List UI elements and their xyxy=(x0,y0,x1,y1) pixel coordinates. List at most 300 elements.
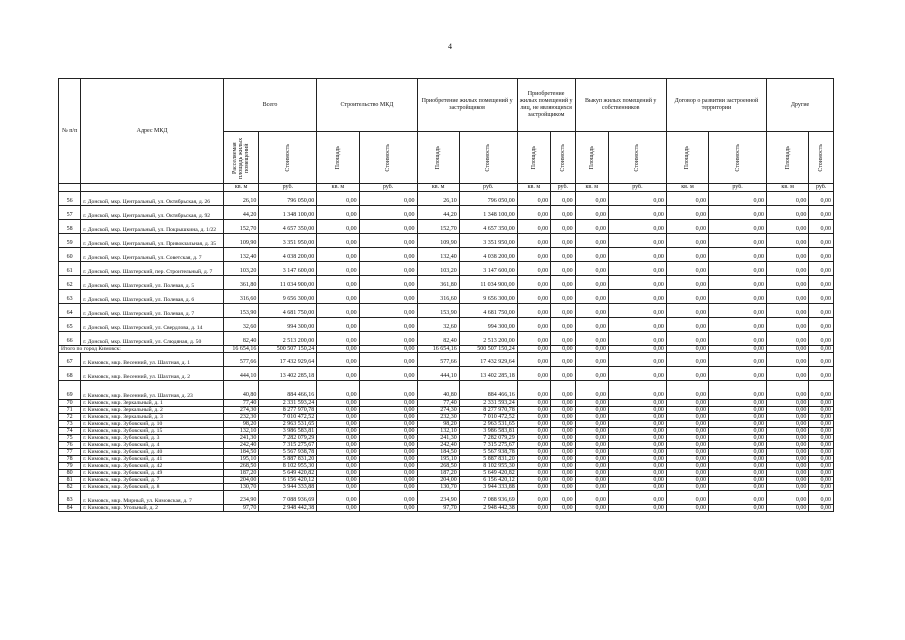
row-other-acq-area: 0,00 xyxy=(517,304,550,318)
row-acquisition-area: 77,40 xyxy=(417,400,459,407)
row-area-total: 77,40 xyxy=(223,400,259,407)
row-territory-cost: 0,00 xyxy=(709,192,767,206)
table-row xyxy=(59,421,834,428)
row-territory-area: 0,00 xyxy=(666,428,708,435)
row-acquisition-area: 361,80 xyxy=(417,276,459,290)
row-buyout-area: 0,00 xyxy=(575,367,608,381)
row-cost-total: 796 050,00 xyxy=(259,192,317,206)
row-buyout-cost: 0,00 xyxy=(608,477,666,484)
row-construction-area: 0,00 xyxy=(317,220,359,234)
row-cost-total: 5 887 831,20 xyxy=(259,456,317,463)
row-buyout-cost: 0,00 xyxy=(608,442,666,449)
row-other-acq-area: 0,00 xyxy=(517,332,550,346)
row-buyout-cost: 0,00 xyxy=(608,276,666,290)
row-construction-cost: 0,00 xyxy=(359,400,417,407)
row-other-cost: 0,00 xyxy=(809,470,834,477)
row-buyout-area: 0,00 xyxy=(575,332,608,346)
row-other-acq-cost: 0,00 xyxy=(551,262,575,276)
row-buyout-area: 0,00 xyxy=(575,484,608,491)
row-number: 73 xyxy=(59,421,81,428)
row-area-total: 444,10 xyxy=(223,367,259,381)
row-acquisition-cost: 17 432 929,64 xyxy=(459,353,517,367)
row-area-total: 187,20 xyxy=(223,470,259,477)
row-other-acq-cost: 0,00 xyxy=(551,456,575,463)
row-construction-area: 0,00 xyxy=(317,234,359,248)
row-address: г. Кимовск, мкр. Весенний, ул. Шахтная, д. 1 xyxy=(81,353,224,367)
row-other-area: 0,00 xyxy=(767,414,809,421)
row-buyout-cost: 0,00 xyxy=(608,206,666,220)
row-construction-area: 0,00 xyxy=(317,304,359,318)
row-acquisition-area: 44,20 xyxy=(417,206,459,220)
row-other-area: 0,00 xyxy=(767,346,809,353)
row-cost-total: 7 088 936,69 xyxy=(259,491,317,505)
row-acquisition-cost: 2 948 442,38 xyxy=(459,505,517,512)
row-territory-cost: 0,00 xyxy=(709,484,767,491)
row-area-total: 242,40 xyxy=(223,442,259,449)
row-territory-area: 0,00 xyxy=(666,449,708,456)
table-row xyxy=(59,428,834,435)
units-row: кв. м руб. кв. м руб. кв. м руб. кв. м руб. кв. м руб. кв. м руб. кв. м руб. xyxy=(59,184,834,192)
header-group-buyout: Выкуп жилых помещений у собственников xyxy=(575,79,666,132)
row-number: 75 xyxy=(59,435,81,442)
header-num: № п/п xyxy=(59,79,81,184)
row-acquisition-cost: 7 088 936,69 xyxy=(459,491,517,505)
row-construction-cost: 0,00 xyxy=(359,456,417,463)
row-construction-area: 0,00 xyxy=(317,206,359,220)
row-other-acq-area: 0,00 xyxy=(517,442,550,449)
row-buyout-cost: 0,00 xyxy=(608,428,666,435)
row-area-total: 577,66 xyxy=(223,353,259,367)
row-territory-cost: 0,00 xyxy=(709,414,767,421)
row-buyout-area: 0,00 xyxy=(575,407,608,414)
row-other-cost: 0,00 xyxy=(809,346,834,353)
row-other-area: 0,00 xyxy=(767,332,809,346)
row-construction-cost: 0,00 xyxy=(359,318,417,332)
row-acquisition-cost: 5 567 938,78 xyxy=(459,449,517,456)
row-construction-area: 0,00 xyxy=(317,421,359,428)
row-other-acq-area: 0,00 xyxy=(517,484,550,491)
row-other-acq-cost: 0,00 xyxy=(551,428,575,435)
row-address: г. Кимовск, мкр. Зубовский, д. 40 xyxy=(81,449,224,456)
row-other-cost: 0,00 xyxy=(809,290,834,304)
table-row xyxy=(59,262,834,276)
row-other-acq-area: 0,00 xyxy=(517,262,550,276)
row-acquisition-area: 130,70 xyxy=(417,484,459,491)
row-other-cost: 0,00 xyxy=(809,206,834,220)
row-construction-cost: 0,00 xyxy=(359,332,417,346)
row-cost-total: 7 282 079,29 xyxy=(259,435,317,442)
row-cost-total: 2 948 442,38 xyxy=(259,505,317,512)
row-acquisition-area: 82,40 xyxy=(417,332,459,346)
header-group-acquisition-other: Приобретение жилых помещений у лиц, не являющихся застройщиком xyxy=(517,79,575,132)
row-number: 62 xyxy=(59,276,81,290)
row-construction-cost: 0,00 xyxy=(359,407,417,414)
row-territory-area: 0,00 xyxy=(666,491,708,505)
row-construction-cost: 0,00 xyxy=(359,491,417,505)
row-buyout-area: 0,00 xyxy=(575,346,608,353)
row-other-cost: 0,00 xyxy=(809,304,834,318)
row-other-acq-area: 0,00 xyxy=(517,470,550,477)
row-construction-cost: 0,00 xyxy=(359,304,417,318)
row-buyout-area: 0,00 xyxy=(575,318,608,332)
row-other-acq-area: 0,00 xyxy=(517,505,550,512)
row-number: 84 xyxy=(59,505,81,512)
row-other-area: 0,00 xyxy=(767,442,809,449)
row-acquisition-area: 26,10 xyxy=(417,192,459,206)
row-buyout-area: 0,00 xyxy=(575,477,608,484)
row-other-cost: 0,00 xyxy=(809,381,834,400)
row-construction-area: 0,00 xyxy=(317,435,359,442)
row-other-acq-cost: 0,00 xyxy=(551,346,575,353)
row-territory-cost: 0,00 xyxy=(709,442,767,449)
row-other-acq-area: 0,00 xyxy=(517,318,550,332)
row-area-total: 109,90 xyxy=(223,234,259,248)
row-cost-total: 884 466,16 xyxy=(259,381,317,400)
row-cost-total: 3 944 333,88 xyxy=(259,484,317,491)
row-cost-total: 2 963 531,65 xyxy=(259,421,317,428)
table-row xyxy=(59,381,834,400)
row-acquisition-area: 40,80 xyxy=(417,381,459,400)
row-number: 74 xyxy=(59,428,81,435)
row-other-acq-cost: 0,00 xyxy=(551,442,575,449)
row-address: г. Донской, мкр. Центральный, ул. Привокзальная, д. 35 xyxy=(81,234,224,248)
row-address: г. Кимовск, мкр. Зубовский, д. 8 xyxy=(81,484,224,491)
row-other-cost: 0,00 xyxy=(809,484,834,491)
row-buyout-area: 0,00 xyxy=(575,220,608,234)
row-territory-area: 0,00 xyxy=(666,470,708,477)
row-acquisition-area: 241,30 xyxy=(417,435,459,442)
row-address: г. Донской, мкр. Шахтерский, ул. Полевая, д. 7 xyxy=(81,304,224,318)
row-number: 79 xyxy=(59,463,81,470)
row-area-total: 152,70 xyxy=(223,220,259,234)
row-number: 78 xyxy=(59,456,81,463)
row-territory-cost: 0,00 xyxy=(709,407,767,414)
row-other-area: 0,00 xyxy=(767,470,809,477)
row-other-area: 0,00 xyxy=(767,491,809,505)
header-address: Адрес МКД xyxy=(81,79,224,184)
row-other-cost: 0,00 xyxy=(809,407,834,414)
row-buyout-area: 0,00 xyxy=(575,470,608,477)
row-buyout-cost: 0,00 xyxy=(608,435,666,442)
row-other-area: 0,00 xyxy=(767,220,809,234)
subheader-area: Площадь xyxy=(575,132,608,184)
row-territory-area: 0,00 xyxy=(666,442,708,449)
subheader-cost: Стоимость xyxy=(551,132,575,184)
row-other-area: 0,00 xyxy=(767,353,809,367)
row-acquisition-cost: 5 649 420,82 xyxy=(459,470,517,477)
row-acquisition-cost: 2 963 531,65 xyxy=(459,421,517,428)
row-acquisition-cost: 11 034 900,00 xyxy=(459,276,517,290)
row-address: г. Донской, мкр. Центральный, ул. Покрышкина, д. 1/22 xyxy=(81,220,224,234)
subheader-cost: Стоимость xyxy=(459,132,517,184)
row-other-acq-cost: 0,00 xyxy=(551,381,575,400)
row-territory-area: 0,00 xyxy=(666,234,708,248)
row-other-acq-cost: 0,00 xyxy=(551,220,575,234)
row-other-acq-cost: 0,00 xyxy=(551,470,575,477)
row-territory-area: 0,00 xyxy=(666,367,708,381)
row-other-acq-area: 0,00 xyxy=(517,367,550,381)
row-area-total: 232,30 xyxy=(223,414,259,421)
row-address: г. Кимовск, мкр. Зеркальный, д. 3 xyxy=(81,414,224,421)
row-acquisition-cost: 2 513 200,00 xyxy=(459,332,517,346)
row-territory-cost: 0,00 xyxy=(709,248,767,262)
row-buyout-area: 0,00 xyxy=(575,442,608,449)
row-other-area: 0,00 xyxy=(767,262,809,276)
row-acquisition-cost: 1 348 100,00 xyxy=(459,206,517,220)
row-territory-cost: 0,00 xyxy=(709,234,767,248)
row-territory-area: 0,00 xyxy=(666,262,708,276)
row-acquisition-area: 444,10 xyxy=(417,367,459,381)
row-acquisition-area: 274,30 xyxy=(417,407,459,414)
row-other-acq-area: 0,00 xyxy=(517,400,550,407)
row-other-acq-area: 0,00 xyxy=(517,449,550,456)
row-buyout-cost: 0,00 xyxy=(608,491,666,505)
row-construction-cost: 0,00 xyxy=(359,262,417,276)
row-territory-cost: 0,00 xyxy=(709,491,767,505)
row-other-area: 0,00 xyxy=(767,449,809,456)
row-buyout-cost: 0,00 xyxy=(608,248,666,262)
row-address: г. Кимовск, мкр. Мирный, ул. Кимовская, д. 7 xyxy=(81,491,224,505)
row-area-total: 32,60 xyxy=(223,318,259,332)
row-construction-area: 0,00 xyxy=(317,262,359,276)
row-construction-cost: 0,00 xyxy=(359,206,417,220)
row-buyout-cost: 0,00 xyxy=(608,505,666,512)
row-buyout-cost: 0,00 xyxy=(608,234,666,248)
table-row xyxy=(59,463,834,470)
subheader-area: Площадь xyxy=(317,132,359,184)
row-other-acq-area: 0,00 xyxy=(517,276,550,290)
row-construction-cost: 0,00 xyxy=(359,442,417,449)
row-buyout-cost: 0,00 xyxy=(608,407,666,414)
row-other-cost: 0,00 xyxy=(809,332,834,346)
row-construction-cost: 0,00 xyxy=(359,477,417,484)
table-row xyxy=(59,367,834,381)
row-cost-total: 4 038 200,00 xyxy=(259,248,317,262)
row-other-acq-cost: 0,00 xyxy=(551,400,575,407)
row-acquisition-cost: 3 944 333,88 xyxy=(459,484,517,491)
row-construction-area: 0,00 xyxy=(317,346,359,353)
table-row xyxy=(59,248,834,262)
table-row xyxy=(59,353,834,367)
row-territory-cost: 0,00 xyxy=(709,346,767,353)
row-area-total: 82,40 xyxy=(223,332,259,346)
row-acquisition-cost: 4 038 200,00 xyxy=(459,248,517,262)
row-territory-cost: 0,00 xyxy=(709,353,767,367)
table-body xyxy=(59,192,834,512)
row-cost-total: 5 649 420,82 xyxy=(259,470,317,477)
table-row xyxy=(59,470,834,477)
row-buyout-area: 0,00 xyxy=(575,304,608,318)
row-territory-area: 0,00 xyxy=(666,353,708,367)
header-group-acquisition-developer: Приобретение жилых помещений у застройщиков xyxy=(417,79,517,132)
row-construction-cost: 0,00 xyxy=(359,428,417,435)
row-buyout-cost: 0,00 xyxy=(608,463,666,470)
row-territory-cost: 0,00 xyxy=(709,477,767,484)
row-buyout-area: 0,00 xyxy=(575,491,608,505)
row-acquisition-cost: 500 507 150,24 xyxy=(459,346,517,353)
row-construction-area: 0,00 xyxy=(317,505,359,512)
row-acquisition-area: 132,40 xyxy=(417,248,459,262)
row-territory-cost: 0,00 xyxy=(709,463,767,470)
row-acquisition-cost: 2 331 593,24 xyxy=(459,400,517,407)
row-acquisition-area: 232,30 xyxy=(417,414,459,421)
row-other-area: 0,00 xyxy=(767,304,809,318)
row-other-acq-cost: 0,00 xyxy=(551,449,575,456)
row-construction-area: 0,00 xyxy=(317,318,359,332)
header-group-territory: Договор о развитии застроенной территории xyxy=(666,79,766,132)
total-row xyxy=(59,346,834,353)
row-address: г. Кимовск, мкр. Зеркальный, д. 1 xyxy=(81,400,224,407)
header-group-other: Другие xyxy=(767,79,834,132)
row-cost-total: 9 656 300,00 xyxy=(259,290,317,304)
row-acquisition-cost: 8 102 955,30 xyxy=(459,463,517,470)
row-cost-total: 994 300,00 xyxy=(259,318,317,332)
row-acquisition-cost: 3 351 950,00 xyxy=(459,234,517,248)
row-buyout-cost: 0,00 xyxy=(608,400,666,407)
row-territory-area: 0,00 xyxy=(666,435,708,442)
row-area-total: 184,50 xyxy=(223,449,259,456)
row-territory-area: 0,00 xyxy=(666,484,708,491)
row-other-cost: 0,00 xyxy=(809,220,834,234)
row-other-acq-cost: 0,00 xyxy=(551,484,575,491)
row-other-acq-area: 0,00 xyxy=(517,428,550,435)
row-other-acq-area: 0,00 xyxy=(517,206,550,220)
row-other-acq-area: 0,00 xyxy=(517,381,550,400)
row-territory-area: 0,00 xyxy=(666,463,708,470)
row-address: г. Кимовск, мкр. Зубовский, д. 49 xyxy=(81,470,224,477)
row-acquisition-area: 204,00 xyxy=(417,477,459,484)
row-construction-area: 0,00 xyxy=(317,442,359,449)
row-other-acq-cost: 0,00 xyxy=(551,407,575,414)
row-construction-cost: 0,00 xyxy=(359,421,417,428)
row-area-total: 361,80 xyxy=(223,276,259,290)
row-territory-cost: 0,00 xyxy=(709,262,767,276)
row-other-acq-area: 0,00 xyxy=(517,290,550,304)
subheader-area: Площадь xyxy=(417,132,459,184)
row-other-cost: 0,00 xyxy=(809,248,834,262)
row-construction-area: 0,00 xyxy=(317,290,359,304)
row-territory-cost: 0,00 xyxy=(709,449,767,456)
row-other-area: 0,00 xyxy=(767,234,809,248)
row-construction-cost: 0,00 xyxy=(359,367,417,381)
row-other-acq-cost: 0,00 xyxy=(551,505,575,512)
row-number: 69 xyxy=(59,381,81,400)
row-other-cost: 0,00 xyxy=(809,414,834,421)
row-buyout-area: 0,00 xyxy=(575,421,608,428)
row-number: 58 xyxy=(59,220,81,234)
subheader-area: Площадь xyxy=(666,132,708,184)
row-number: 57 xyxy=(59,206,81,220)
subheader-area-total: Расселяемая площадь жилых помещений xyxy=(223,132,259,184)
row-address: г. Кимовск, мкр. Зубовский, д. 7 xyxy=(81,477,224,484)
row-acquisition-cost: 796 050,00 xyxy=(459,192,517,206)
row-other-cost: 0,00 xyxy=(809,428,834,435)
row-number: 67 xyxy=(59,353,81,367)
row-number: 82 xyxy=(59,484,81,491)
row-other-acq-cost: 0,00 xyxy=(551,206,575,220)
row-area-total: 26,10 xyxy=(223,192,259,206)
row-acquisition-cost: 7 010 472,52 xyxy=(459,414,517,421)
row-address: г. Кимовск, мкр. Зеркальный, д. 2 xyxy=(81,407,224,414)
row-acquisition-area: 32,60 xyxy=(417,318,459,332)
row-construction-cost: 0,00 xyxy=(359,276,417,290)
row-cost-total: 8 277 970,78 xyxy=(259,407,317,414)
row-buyout-area: 0,00 xyxy=(575,206,608,220)
row-other-area: 0,00 xyxy=(767,206,809,220)
row-other-acq-area: 0,00 xyxy=(517,414,550,421)
row-construction-cost: 0,00 xyxy=(359,353,417,367)
row-acquisition-cost: 9 656 300,00 xyxy=(459,290,517,304)
row-buyout-cost: 0,00 xyxy=(608,262,666,276)
table-row xyxy=(59,318,834,332)
row-buyout-area: 0,00 xyxy=(575,456,608,463)
row-other-acq-cost: 0,00 xyxy=(551,290,575,304)
row-construction-area: 0,00 xyxy=(317,248,359,262)
row-address: г. Кимовск, мкр. Весенний, ул. Шахтная, д. 23 xyxy=(81,381,224,400)
row-area-total: 97,70 xyxy=(223,505,259,512)
row-number: 81 xyxy=(59,477,81,484)
row-acquisition-area: 109,90 xyxy=(417,234,459,248)
row-address: г. Донской, мкр. Шахтерский, ул. Полевая, д. 6 xyxy=(81,290,224,304)
row-acquisition-area: 234,90 xyxy=(417,491,459,505)
row-buyout-cost: 0,00 xyxy=(608,290,666,304)
row-construction-area: 0,00 xyxy=(317,407,359,414)
row-construction-cost: 0,00 xyxy=(359,463,417,470)
row-other-cost: 0,00 xyxy=(809,435,834,442)
row-cost-total: 7 010 472,52 xyxy=(259,414,317,421)
row-territory-area: 0,00 xyxy=(666,505,708,512)
row-cost-total: 13 402 285,18 xyxy=(259,367,317,381)
page-number: 4 xyxy=(448,42,452,51)
row-buyout-area: 0,00 xyxy=(575,290,608,304)
row-address: г. Кимовск, мкр. Угольный, д. 2 xyxy=(81,505,224,512)
row-address: г. Кимовск, мкр. Зубовский, д. 42 xyxy=(81,463,224,470)
total-label: Итого по город Кимовск: xyxy=(59,346,224,353)
row-cost-total: 8 102 955,30 xyxy=(259,463,317,470)
row-other-cost: 0,00 xyxy=(809,192,834,206)
row-other-acq-area: 0,00 xyxy=(517,353,550,367)
table-row xyxy=(59,435,834,442)
row-cost-total: 7 315 275,67 xyxy=(259,442,317,449)
row-cost-total: 3 351 950,00 xyxy=(259,234,317,248)
row-area-total: 98,20 xyxy=(223,421,259,428)
row-buyout-area: 0,00 xyxy=(575,435,608,442)
row-buyout-area: 0,00 xyxy=(575,463,608,470)
row-acquisition-area: 242,40 xyxy=(417,442,459,449)
row-construction-area: 0,00 xyxy=(317,381,359,400)
row-cost-total: 2 513 200,00 xyxy=(259,332,317,346)
row-other-acq-cost: 0,00 xyxy=(551,304,575,318)
row-territory-area: 0,00 xyxy=(666,381,708,400)
row-acquisition-area: 577,66 xyxy=(417,353,459,367)
row-area-total: 274,30 xyxy=(223,407,259,414)
row-buyout-cost: 0,00 xyxy=(608,318,666,332)
row-construction-cost: 0,00 xyxy=(359,435,417,442)
table-row xyxy=(59,332,834,346)
row-buyout-cost: 0,00 xyxy=(608,470,666,477)
subheader-cost: Стоимость xyxy=(359,132,417,184)
row-cost-total: 500 507 150,24 xyxy=(259,346,317,353)
row-construction-area: 0,00 xyxy=(317,491,359,505)
row-number: 60 xyxy=(59,248,81,262)
row-acquisition-cost: 884 466,16 xyxy=(459,381,517,400)
row-address: г. Кимовск, мкр. Зубовский, д. 10 xyxy=(81,421,224,428)
row-acquisition-area: 152,70 xyxy=(417,220,459,234)
row-territory-area: 0,00 xyxy=(666,414,708,421)
row-address: г. Донской, мкр. Центральный, ул. Октябрьская, д. 92 xyxy=(81,206,224,220)
row-other-acq-cost: 0,00 xyxy=(551,353,575,367)
row-address: г. Донской, мкр. Шахтерский, ул. Свердлова, д. 14 xyxy=(81,318,224,332)
